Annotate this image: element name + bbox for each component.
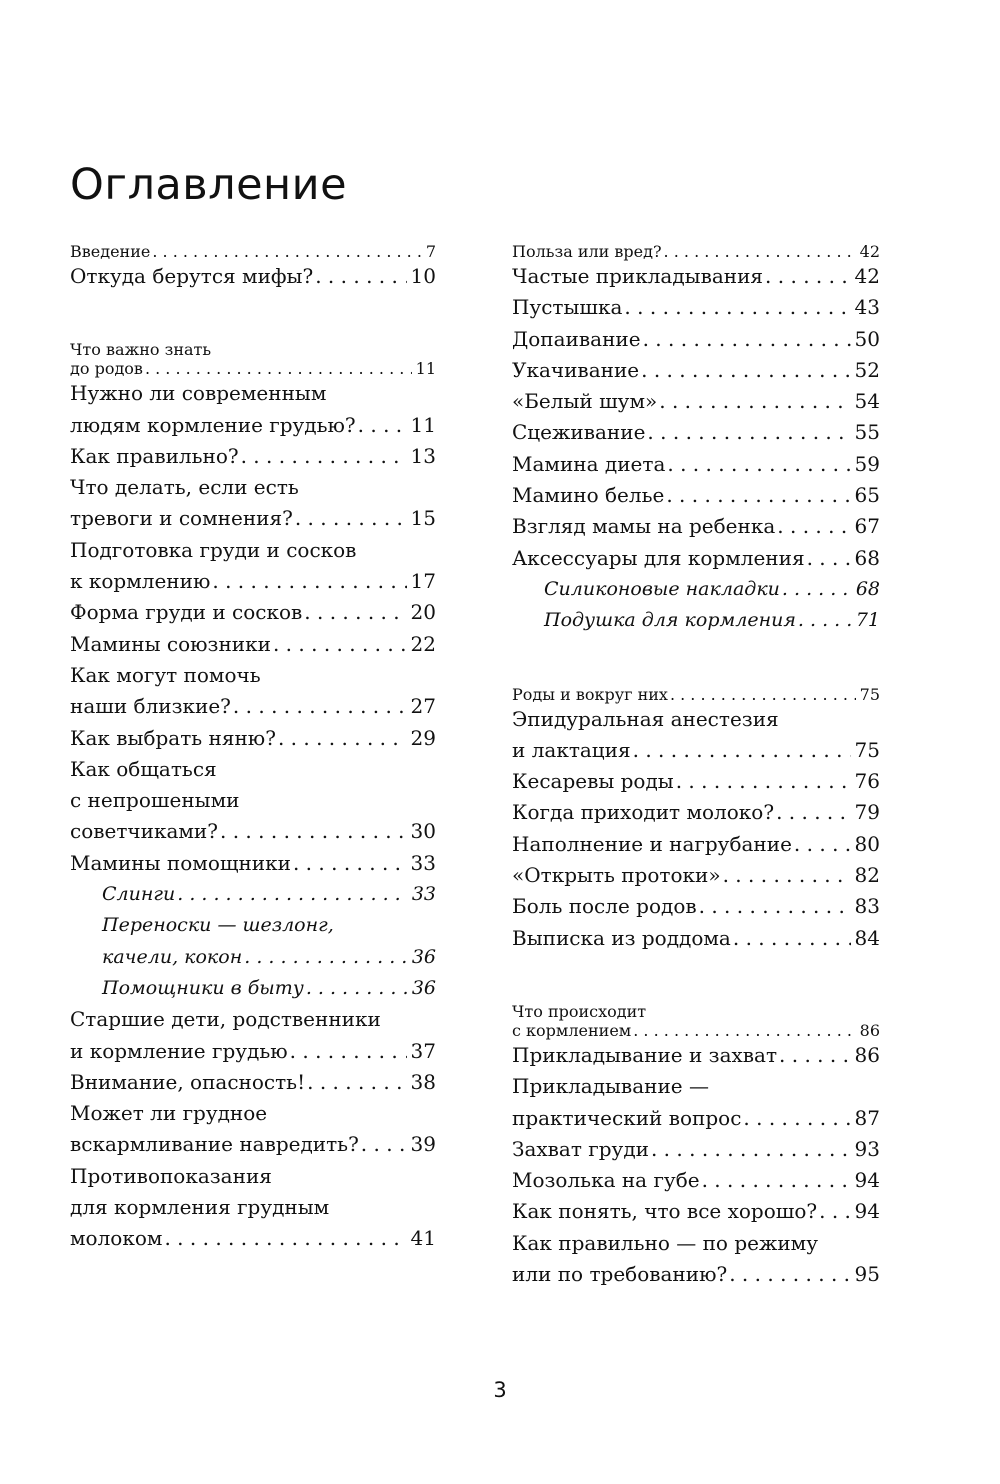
toc-page-number: 30 (410, 819, 436, 844)
toc-entry-row (512, 1259, 880, 1290)
dot-leader (807, 543, 851, 574)
dot-leader (295, 503, 407, 534)
toc-entry (512, 355, 880, 386)
dot-leader (666, 480, 850, 511)
toc-entry (70, 261, 436, 292)
dot-leader (733, 923, 851, 954)
toc-entry-title: Как выбрать няню? (70, 725, 276, 750)
toc-entry-row (70, 691, 436, 722)
toc-page-number: 52 (854, 357, 880, 382)
toc-entry-title: Допаивание (512, 326, 641, 351)
toc-entry-row (512, 860, 880, 891)
dot-leader (702, 1165, 851, 1196)
toc-entry-title-line: с непрошеными (70, 788, 240, 813)
toc-entry-title-line: Старшие дети, родственники (70, 1007, 381, 1032)
toc-entry (512, 923, 880, 954)
dot-leader (699, 891, 851, 922)
toc-entry-title: Взгляд мамы на ребенка (512, 514, 776, 539)
toc-entry-row (70, 629, 436, 660)
toc-subentry (70, 879, 436, 910)
dot-leader (676, 766, 851, 797)
toc-entry-title: Укачивание (512, 357, 640, 382)
dot-leader (659, 386, 850, 417)
toc-entry (512, 1165, 880, 1196)
toc-entry-row (70, 242, 436, 261)
toc-entry (70, 1004, 436, 1067)
dot-leader (293, 848, 407, 879)
toc-page-number: 68 (854, 545, 880, 570)
dot-leader (273, 629, 407, 660)
toc-page-number: 17 (410, 569, 436, 594)
toc-entry (70, 754, 436, 848)
page-title: Оглавление (70, 160, 348, 210)
toc-entry-row (70, 1223, 436, 1254)
toc-entry-row (512, 355, 880, 386)
dot-leader (241, 441, 407, 472)
toc-page-number: 75 (859, 684, 880, 704)
toc-entry (70, 629, 436, 660)
toc-entry-title: Кесаревы роды (512, 769, 674, 794)
toc-entry (512, 449, 880, 480)
toc-entry-row (512, 891, 880, 922)
toc-entry-title: к кормлению (70, 569, 211, 594)
toc-page-number: 71 (855, 609, 880, 632)
toc-entry-title: Мамины союзники (70, 631, 271, 656)
toc-page-number: 82 (854, 863, 880, 888)
toc-entry-title-line: Как правильно — по режиму (512, 1230, 819, 1255)
dot-leader (667, 449, 850, 480)
toc-page-number: 11 (415, 359, 436, 379)
dot-leader (152, 242, 421, 261)
toc-subentry (70, 910, 436, 973)
dot-leader (633, 735, 851, 766)
toc-entry-row (544, 574, 880, 605)
toc-entry-title: Откуда берутся мифы? (70, 264, 314, 288)
toc-entry-title: Прикладывание и захват (512, 1042, 778, 1067)
toc-page-number: 41 (410, 1226, 436, 1251)
toc-page-number: 27 (410, 694, 436, 719)
section-spacer (512, 954, 880, 1002)
toc-entry (512, 543, 880, 574)
dot-leader (244, 942, 408, 973)
toc-entry-title-line: Как могут помочь (70, 662, 261, 687)
toc-entry (512, 1228, 880, 1291)
toc-page-number: 94 (854, 1168, 880, 1193)
toc-entry (70, 723, 436, 754)
toc-entry-title-line: Прикладывание — (512, 1074, 709, 1099)
toc-entry-title: Частые прикладывания (512, 264, 764, 288)
toc-page-number: 50 (854, 326, 880, 351)
toc-entry-row (512, 324, 880, 355)
dot-leader (233, 691, 407, 722)
toc-page-number: 79 (854, 800, 880, 825)
toc-entry (70, 660, 436, 723)
toc-page-number: 68 (855, 577, 880, 600)
dot-leader (358, 410, 407, 441)
toc-entry-title: вскармливание навредить? (70, 1132, 359, 1157)
toc-entry-title-line: Что важно знать (70, 340, 212, 360)
toc-column-left (70, 242, 436, 1255)
toc-entry-row (70, 1067, 436, 1098)
dot-leader (641, 355, 850, 386)
toc-entry (512, 704, 880, 767)
toc-entry (70, 535, 436, 598)
toc-entry-row (70, 816, 436, 847)
toc-entry (512, 386, 880, 417)
toc-entry-row (70, 261, 436, 292)
toc-entry-title: Когда приходит молоко? (512, 800, 775, 825)
dot-leader (164, 1223, 406, 1254)
toc-page-number: 7 (425, 242, 436, 261)
toc-entry-row (512, 923, 880, 954)
toc-entry-row (512, 1103, 880, 1134)
toc-page-number: 13 (410, 443, 436, 468)
dot-leader (729, 1259, 850, 1290)
toc-page-number: 75 (854, 737, 880, 762)
toc-entry-title: Мамины помощники (70, 850, 291, 875)
toc-entry-title: Мамина диета (512, 451, 666, 476)
dot-leader (819, 1196, 850, 1227)
toc-entry-row (512, 1040, 880, 1071)
toc-page-number: 54 (854, 389, 880, 414)
toc-entry (512, 766, 880, 797)
toc-entry (512, 1071, 880, 1134)
toc-entry-row (512, 735, 880, 766)
toc-entry-row (512, 261, 880, 292)
dot-leader (798, 605, 852, 636)
section-spacer (70, 292, 436, 340)
dot-leader (145, 359, 412, 378)
toc-entry-title: Роды и вокруг них (512, 684, 668, 704)
toc-entry-row (512, 685, 880, 704)
dot-leader (782, 574, 852, 605)
toc-entry (70, 378, 436, 441)
toc-section (70, 242, 436, 261)
toc-page-number: 33 (410, 850, 436, 875)
dot-leader (633, 1021, 855, 1040)
dot-leader (212, 566, 406, 597)
toc-entry-row (512, 1021, 880, 1040)
dot-leader (765, 261, 851, 292)
toc-subentry (512, 605, 880, 636)
toc-entry (70, 1098, 436, 1161)
toc-entry-title-line: Что делать, если есть (70, 475, 299, 500)
toc-entry-title: Как правильно? (70, 443, 239, 468)
toc-entry-title: или по требованию? (512, 1262, 728, 1287)
toc-entry (70, 1161, 436, 1255)
toc-page-number: 94 (854, 1199, 880, 1224)
toc-page-number: 10 (410, 264, 436, 288)
toc-entry-title: Форма груди и сосков (70, 600, 303, 625)
toc-entry (512, 829, 880, 860)
toc-entry-title: советчиками? (70, 819, 218, 844)
toc-entry-row (102, 973, 436, 1004)
toc-entry-title: Боль после родов (512, 894, 697, 919)
toc-section (512, 1002, 880, 1040)
toc-page-number: 93 (854, 1136, 880, 1161)
toc-entry (512, 324, 880, 355)
toc-entry-row (512, 386, 880, 417)
dot-leader (304, 597, 406, 628)
toc-entry-title: «Белый шум» (512, 389, 658, 414)
dot-leader (290, 1036, 407, 1067)
toc-entry-title: наши близкие? (70, 694, 231, 719)
toc-subentry (512, 574, 880, 605)
toc-page-number: 42 (859, 242, 880, 261)
toc-page-number: 43 (854, 295, 880, 320)
dot-leader (278, 723, 407, 754)
toc-page-number: 87 (854, 1105, 880, 1130)
toc-page-number: 86 (859, 1020, 880, 1040)
dot-leader (643, 324, 851, 355)
dot-leader (723, 860, 851, 891)
toc-entry-title-line: Нужно ли современным (70, 381, 327, 406)
toc-page-number: 11 (410, 412, 436, 437)
toc-entry (512, 417, 880, 448)
toc-entry-title: Мозолька на губе (512, 1168, 700, 1193)
toc-page-number: 42 (854, 264, 880, 288)
toc-entry-row (544, 605, 880, 636)
toc-page-number: 65 (854, 483, 880, 508)
toc-entry-row (70, 723, 436, 754)
toc-entry-row (70, 1036, 436, 1067)
dot-leader (315, 261, 406, 292)
toc-entry (70, 472, 436, 535)
toc-entry-title: и кормление грудью (70, 1038, 288, 1063)
toc-entry-title: Помощники в быту (102, 976, 304, 999)
toc-entry-row (70, 597, 436, 628)
toc-entry-title: молоком (70, 1226, 163, 1251)
toc-entry-row (512, 1165, 880, 1196)
dot-leader (664, 242, 856, 261)
toc-entry (512, 292, 880, 323)
toc-entry-title: Введение (70, 242, 151, 261)
dot-leader (220, 816, 407, 847)
toc-entry-row (102, 942, 436, 973)
toc-entry-title: Мамино белье (512, 483, 665, 508)
toc-entry-title-line: Может ли грудное (70, 1101, 268, 1126)
toc-entry-title: Пустышка (512, 295, 623, 320)
toc-page-number: 20 (410, 600, 436, 625)
toc-entry (512, 261, 880, 292)
dot-leader (624, 292, 850, 323)
dot-leader (743, 1103, 850, 1134)
toc-page-number: 80 (854, 831, 880, 856)
toc-entry-title: и лактация (512, 737, 631, 762)
toc-entry-row (70, 566, 436, 597)
toc-entry-title-line: Подготовка груди и сосков (70, 537, 357, 562)
toc-entry (512, 891, 880, 922)
toc-entry-title-line: Эпидуральная анестезия (512, 706, 779, 731)
toc-entry-title: Слинги (102, 883, 176, 906)
dot-leader (670, 685, 856, 704)
toc-entry-row (512, 766, 880, 797)
toc-entry-title: тревоги и сомнения? (70, 506, 293, 531)
toc-entry-title-line: Что происходит (512, 1001, 647, 1021)
toc-entry-row (512, 543, 880, 574)
toc-entry-row (512, 449, 880, 480)
toc-entry-row (512, 480, 880, 511)
toc-page-number: 37 (410, 1038, 436, 1063)
toc-page-number: 59 (854, 451, 880, 476)
dot-leader (647, 417, 850, 448)
toc-entry-title: качели, кокон (102, 945, 243, 968)
toc-entry (512, 1134, 880, 1165)
dot-leader (651, 1134, 851, 1165)
toc-entry (512, 480, 880, 511)
toc-section (512, 242, 880, 261)
toc-entry (512, 1196, 880, 1227)
toc-entry (512, 860, 880, 891)
toc-entry-row (70, 359, 436, 378)
toc-entry-row (512, 797, 880, 828)
toc-entry-row (512, 1134, 880, 1165)
dot-leader (794, 829, 851, 860)
toc-entry-title: Сцеживание (512, 420, 646, 445)
section-spacer (512, 637, 880, 685)
toc-entry-title-line: для кормления грудным (70, 1195, 330, 1220)
toc-entry-title: Польза или вред? (512, 242, 662, 261)
toc-entry (512, 1040, 880, 1071)
toc-entry-row (70, 848, 436, 879)
dot-leader (361, 1129, 407, 1160)
toc-entry-title: Силиконовые накладки (544, 577, 780, 600)
toc-page-number: 84 (854, 925, 880, 950)
toc-page-number: 39 (410, 1132, 436, 1157)
toc-entry-row (512, 1196, 880, 1227)
toc-entry-row (512, 417, 880, 448)
toc-entry-title: Как понять, что все хорошо? (512, 1199, 818, 1224)
toc-entry-title: практический вопрос (512, 1105, 742, 1130)
toc-entry-title-line: Противопоказания (70, 1163, 272, 1188)
toc-entry-title: «Открыть протоки» (512, 863, 721, 888)
toc-entry (70, 597, 436, 628)
toc-entry-title: Захват груди (512, 1136, 649, 1161)
toc-page-number: 86 (854, 1042, 880, 1067)
toc-page-number: 36 (411, 945, 436, 968)
toc-entry-title: Внимание, опасность! (70, 1069, 306, 1094)
toc-entry-row (70, 441, 436, 472)
toc-page-number: 76 (854, 769, 880, 794)
toc-page-number: 67 (854, 514, 880, 539)
toc-page-number: 95 (854, 1262, 880, 1287)
toc-page-number: 33 (411, 883, 436, 906)
toc-page-number: 22 (410, 631, 436, 656)
dot-leader (777, 511, 850, 542)
dot-leader (776, 797, 850, 828)
toc-entry-title: до родов (70, 359, 143, 379)
toc-section (512, 685, 880, 704)
toc-entry (70, 1067, 436, 1098)
dot-leader (177, 879, 408, 910)
toc-entry (512, 511, 880, 542)
toc-page-number: 83 (854, 894, 880, 919)
toc-entry-row (70, 410, 436, 441)
toc-entry-row (70, 1129, 436, 1160)
dot-leader (779, 1040, 851, 1071)
toc-entry (70, 441, 436, 472)
toc-entry-row (512, 292, 880, 323)
page-number: 3 (493, 1378, 507, 1402)
toc-subentry (70, 973, 436, 1004)
toc-entry (70, 848, 436, 879)
toc-page-number: 38 (410, 1069, 436, 1094)
toc-entry-row (512, 242, 880, 261)
toc-entry-row (512, 511, 880, 542)
toc-entry-row (102, 879, 436, 910)
toc-entry-title: Аксессуары для кормления (512, 545, 805, 570)
toc-column-right (512, 242, 880, 1290)
toc-page-number: 55 (854, 420, 880, 445)
toc-section (70, 340, 436, 378)
toc-page-number: 36 (411, 976, 436, 999)
toc-page-number: 29 (410, 725, 436, 750)
dot-leader (307, 1067, 406, 1098)
toc-entry-title: Выписка из роддома (512, 925, 731, 950)
toc-entry-title: с кормлением (512, 1020, 632, 1040)
toc-entry (512, 797, 880, 828)
toc-entry-title: Наполнение и нагрубание (512, 831, 792, 856)
toc-entry-title: людям кормление грудью? (70, 412, 356, 437)
toc-entry-row (512, 829, 880, 860)
toc-entry-title-line: Как общаться (70, 756, 217, 781)
dot-leader (306, 973, 408, 1004)
toc-entry-title: Подушка для кормления (544, 609, 796, 632)
toc-entry-row (70, 503, 436, 534)
toc-page-number: 15 (410, 506, 436, 531)
toc-entry-title-line: Переноски — шезлонг, (102, 914, 334, 937)
